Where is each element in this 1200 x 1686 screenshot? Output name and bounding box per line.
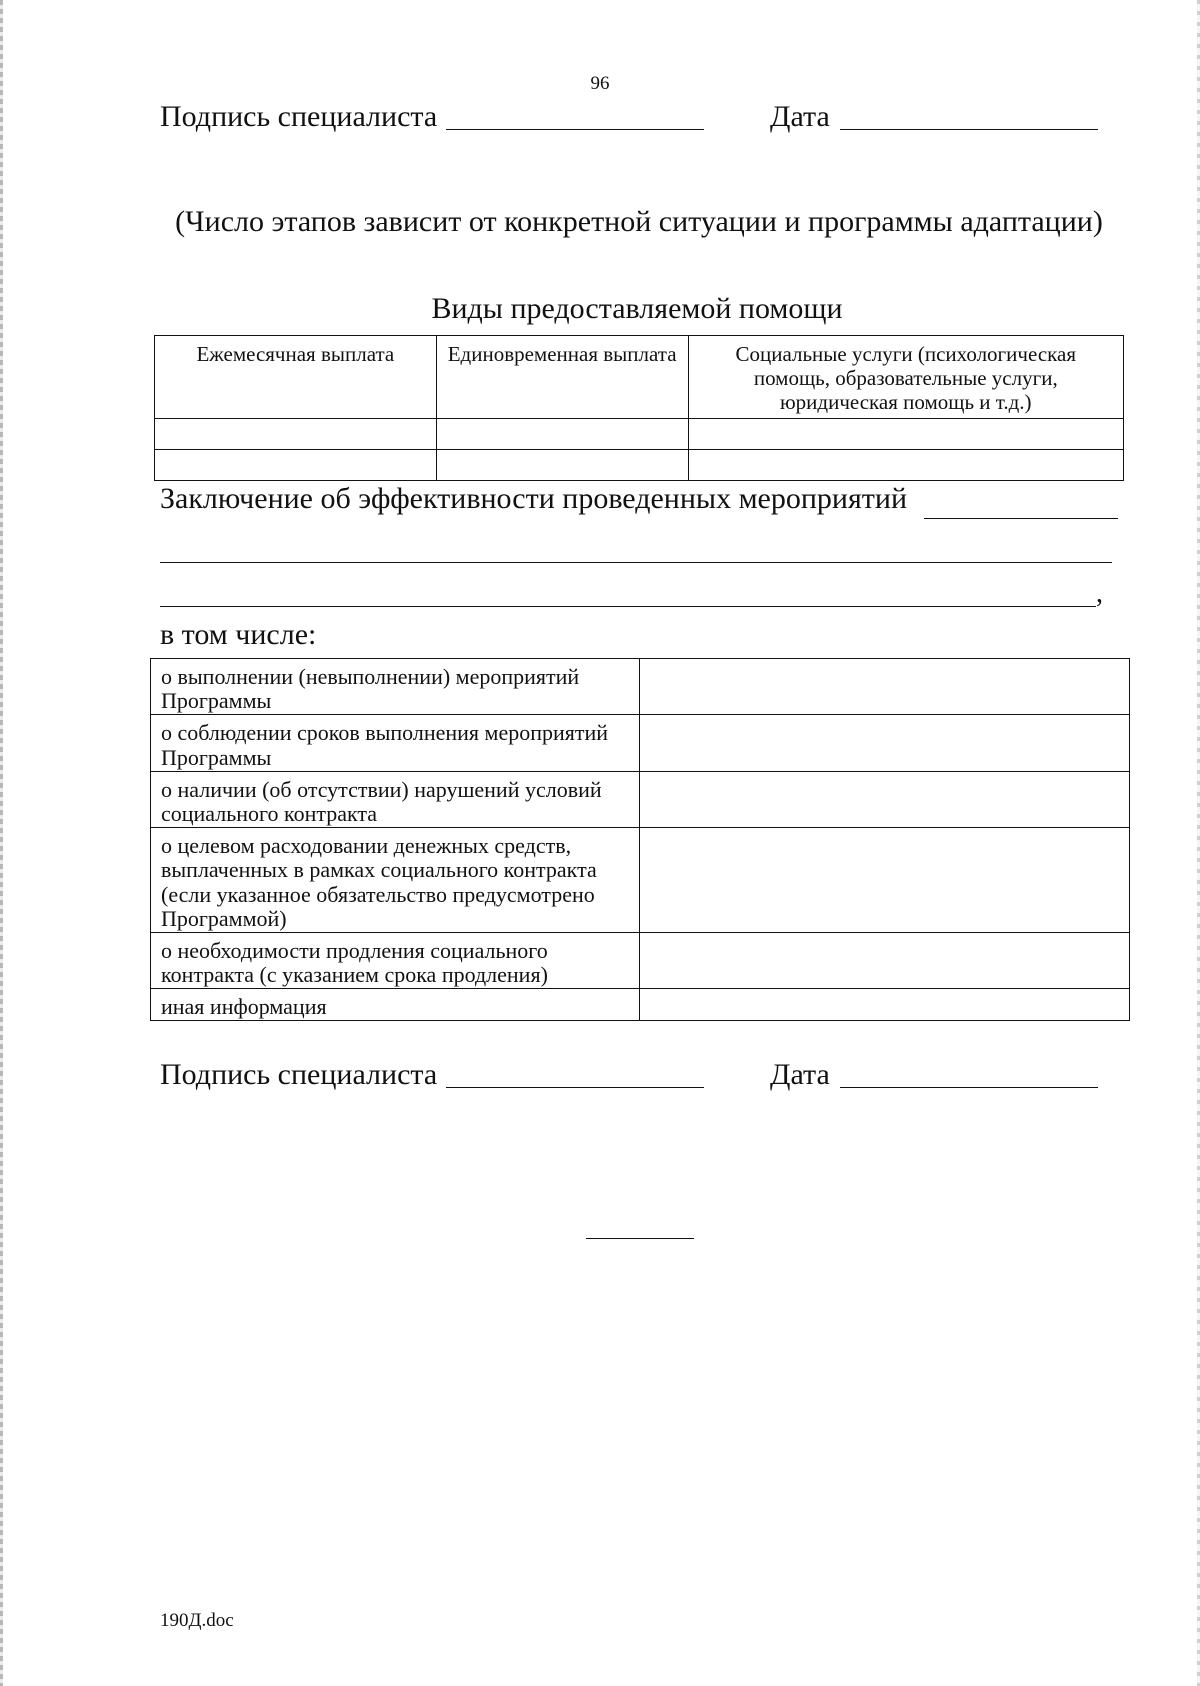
specialist-signature-label: Подпись специалиста [160, 100, 438, 133]
details-row [151, 715, 1130, 771]
aid-column-header: Ежемесячная выплата [155, 336, 437, 419]
aid-table-row [155, 419, 1124, 450]
aid-table-row [155, 450, 1124, 481]
details-row-value[interactable] [640, 659, 1130, 715]
details-row-label: о выполнении (невыполнении) мероприятий Программы [151, 659, 640, 715]
scan-left-edge [0, 0, 3, 1686]
document-file-name: 190Д.doc [160, 1610, 234, 1631]
aid-table-cell[interactable] [688, 450, 1123, 481]
aid-table-cell[interactable] [155, 419, 437, 450]
details-row-value[interactable] [640, 828, 1130, 933]
details-row-label: о необходимости продления социального контракта (с указанием срока продления) [151, 932, 640, 988]
page-number: 96 [590, 73, 610, 94]
signature-row-top [160, 100, 1100, 140]
date-label: Дата [770, 1058, 830, 1091]
details-row-value[interactable] [640, 932, 1130, 988]
specialist-signature-field[interactable] [446, 1087, 704, 1088]
details-row-value[interactable] [640, 771, 1130, 827]
effectiveness-conclusion-label: Заключение об эффективности проведенных мероприятий [160, 482, 907, 515]
conclusion-field-line[interactable] [160, 606, 1096, 607]
details-row [151, 659, 1130, 715]
aid-table-cell[interactable] [688, 419, 1123, 450]
details-row-value[interactable] [640, 989, 1130, 1021]
aid-table-header-row [155, 336, 1124, 419]
details-row [151, 828, 1130, 933]
including-label: в том числе: [160, 618, 317, 651]
stages-note: (Число этапов зависит от конкретной ситуации и программы адаптации) [175, 205, 1103, 238]
details-row-label: иная информация [151, 989, 640, 1021]
aid-table-cell[interactable] [436, 450, 688, 481]
aid-column-header: Социальные услуги (психологическая помощь, образовательные услуги, юридическая помощь и т.д.) [688, 336, 1123, 419]
date-label: Дата [770, 100, 830, 133]
signature-row-bottom [160, 1058, 1100, 1098]
aid-types-title: Виды предоставляемой помощи [431, 292, 843, 325]
conclusion-field-line[interactable] [924, 518, 1118, 519]
date-field[interactable] [840, 129, 1098, 130]
details-row-value[interactable] [640, 715, 1130, 771]
details-row [151, 771, 1130, 827]
aid-types-table [154, 335, 1124, 481]
date-field[interactable] [840, 1087, 1098, 1088]
conclusion-field-line[interactable] [160, 562, 1112, 563]
details-row [151, 989, 1130, 1021]
details-row [151, 932, 1130, 988]
details-row-label: о соблюдении сроков выполнения мероприятий Программы [151, 715, 640, 771]
aid-table-cell[interactable] [436, 419, 688, 450]
details-row-label: о наличии (об отсутствии) нарушений условий социального контракта [151, 771, 640, 827]
aid-column-header: Единовременная выплата [436, 336, 688, 419]
details-row-label: о целевом расходовании денежных средств, выплаченных в рамках социального контракта (если указанное обязательство предусмотрено Программой) [151, 828, 640, 933]
end-of-section-rule [586, 1238, 694, 1239]
conclusion-trailing-comma: , [1096, 578, 1103, 609]
conclusion-details-table [150, 658, 1130, 1021]
specialist-signature-label: Подпись специалиста [160, 1058, 438, 1091]
specialist-signature-field[interactable] [446, 129, 704, 130]
aid-table-cell[interactable] [155, 450, 437, 481]
